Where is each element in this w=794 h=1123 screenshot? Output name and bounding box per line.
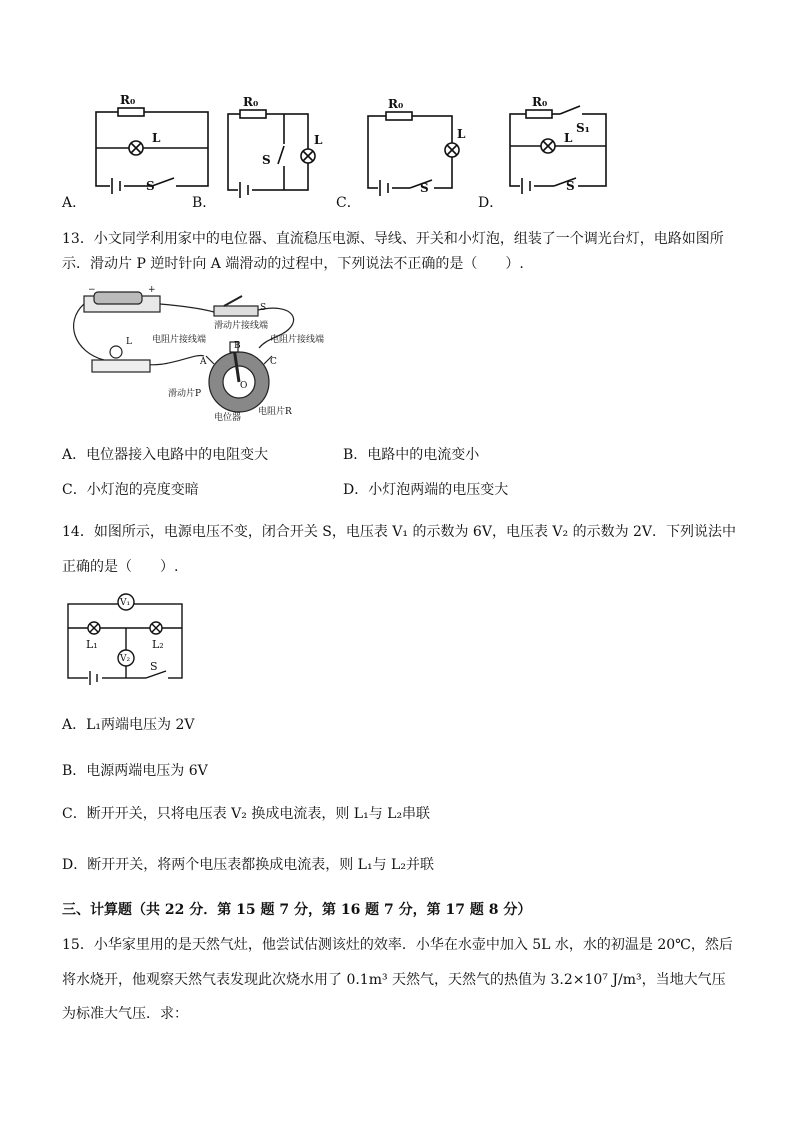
fig-a-s: S [146, 179, 155, 193]
fig-d-l: L [564, 131, 573, 145]
fig-b-s: S [262, 153, 271, 167]
q15-stem-line2: 将水烧开，他观察天然气表发现此次烧水用了 0.1m³ 天然气，天然气的热值为 3.2×10⁷ J/m³，当地大气压 [62, 972, 726, 988]
terminal-c-label: C [270, 357, 277, 367]
q13-potentiometer-figure [64, 282, 354, 422]
circuit-b [228, 110, 315, 198]
slider-p-label: 滑动片P [168, 389, 202, 399]
switch-s-label: S [260, 303, 267, 313]
terminal-b-label: B [234, 341, 241, 351]
fig-d-s1: S₁ [576, 121, 590, 135]
q13-option-d: D．小灯泡两端的电压变大 [343, 482, 509, 498]
fig-b-l: L [314, 133, 323, 147]
l2-label: L₂ [152, 638, 164, 651]
q14-option-d: D．断开开关，将两个电压表都换成电流表，则 L₁与 L₂并联 [62, 857, 434, 873]
psu-minus: − [88, 285, 96, 295]
circuit-c [368, 112, 459, 196]
q14-option-b: B．电源两端电压为 6V [62, 763, 208, 779]
v2-label: V₂ [120, 654, 131, 664]
q12-option-a-label: A． [62, 195, 87, 211]
v1-label: V₁ [120, 598, 131, 608]
fig-d-r0: R₀ [532, 95, 548, 109]
fig-c-s: S [420, 181, 429, 195]
q14-stem-line1: 14．如图所示，电源电压不变，闭合开关 S，电压表 V₁ 的示数为 6V，电压表 V₂ 的示数为 2V．下列说法中 [62, 524, 737, 540]
fig-a-l: L [152, 131, 161, 145]
fig-c-r0: R₀ [388, 97, 404, 111]
resistor-terminal-left-label: 电阻片接线端 [152, 335, 207, 345]
lamp-l-label: L [126, 337, 132, 347]
q13-stem-line1: 13．小文同学利用家中的电位器、直流稳压电源、导线、开关和小灯泡，组装了一个调光台灯，电路如图所 [62, 231, 724, 247]
l1-label: L₁ [86, 638, 98, 651]
fig-b-r0: R₀ [243, 95, 259, 109]
q13-stem-line2: 示．滑动片 P 逆时针向 A 端滑动的过程中，下列说法不正确的是（ ）. [62, 256, 524, 272]
q14-stem-line2: 正确的是（ ）. [62, 559, 179, 575]
q12-option-d-label: D． [478, 195, 504, 211]
terminal-a-label: A [200, 357, 207, 367]
potentiometer-label: 电位器 [214, 413, 242, 422]
resistor-r-label: 电阻片R [258, 407, 292, 417]
q13-option-c: C．小灯泡的亮度变暗 [62, 482, 199, 498]
fig-c-l: L [457, 127, 466, 141]
switch-s-label: S [150, 660, 158, 673]
fig-d-s: S [566, 179, 575, 193]
q15-stem-line3: 为标准大气压．求： [62, 1006, 188, 1022]
section3-heading: 三、计算题（共 22 分．第 15 题 7 分，第 16 题 7 分，第 17 题 8 分） [62, 902, 532, 918]
q14-circuit-figure [62, 588, 192, 688]
psu-plus: + [148, 285, 156, 295]
q13-option-a: A．电位器接入电路中的电阻变大 [62, 447, 269, 463]
q15-stem-line1: 15．小华家里用的是天然气灶，他尝试估测该灶的效率．小华在水壶中加入 5L 水，水的初温是 20℃，然后 [62, 937, 733, 953]
q14-option-c: C．断开开关，只将电压表 V₂ 换成电流表，则 L₁与 L₂串联 [62, 806, 431, 822]
resistor-terminal-right-label: 电阻片接线端 [270, 335, 325, 345]
circuit-d [510, 106, 606, 194]
center-o-label: O [240, 381, 248, 391]
q12-option-c-label: C． [336, 195, 361, 211]
slider-terminal-label: 滑动片接线端 [214, 321, 269, 331]
fig-a-r0: R₀ [120, 93, 136, 107]
q14-option-a: A．L₁两端电压为 2V [62, 717, 195, 733]
q12-option-b-label: B． [192, 195, 217, 211]
q13-option-b: B．电路中的电流变小 [343, 447, 480, 463]
